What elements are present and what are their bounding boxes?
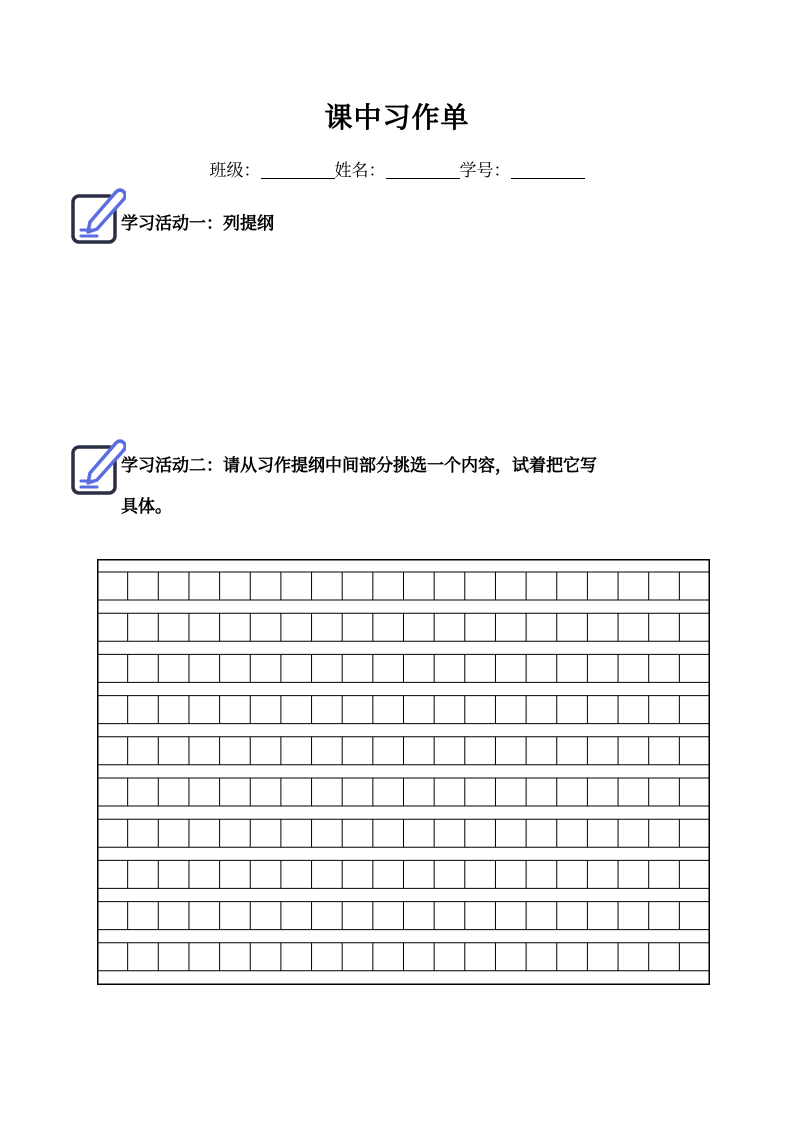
pencil-note-icon	[70, 184, 126, 248]
student-id-label: 学号：	[459, 161, 511, 181]
class-blank[interactable]	[261, 160, 335, 179]
name-label: 姓名：	[334, 161, 386, 181]
grid-row[interactable]	[97, 819, 710, 847]
grid-row[interactable]	[97, 902, 710, 930]
name-blank[interactable]	[386, 160, 460, 179]
activity-2-heading-line2: 具体。	[121, 497, 172, 517]
grid-row[interactable]	[97, 613, 710, 641]
activity-1-heading: 学习活动一：列提纲	[121, 214, 274, 234]
student-id-blank[interactable]	[511, 160, 585, 179]
page-title: 课中习作单	[324, 101, 470, 134]
pencil-note-icon	[70, 435, 126, 499]
grid-row[interactable]	[97, 572, 710, 600]
grid-row[interactable]	[97, 778, 710, 806]
grid-row[interactable]	[97, 943, 710, 971]
writing-grid[interactable]	[97, 559, 710, 985]
student-info-row	[0, 156, 794, 181]
grid-row[interactable]	[97, 654, 710, 682]
grid-row[interactable]	[97, 737, 710, 765]
activity-2-heading-line1: 学习活动二：请从习作提纲中间部分挑选一个内容，试着把它写	[121, 456, 597, 476]
grid-row[interactable]	[97, 860, 710, 888]
class-label: 班级：	[209, 161, 261, 181]
grid-row[interactable]	[97, 696, 710, 724]
